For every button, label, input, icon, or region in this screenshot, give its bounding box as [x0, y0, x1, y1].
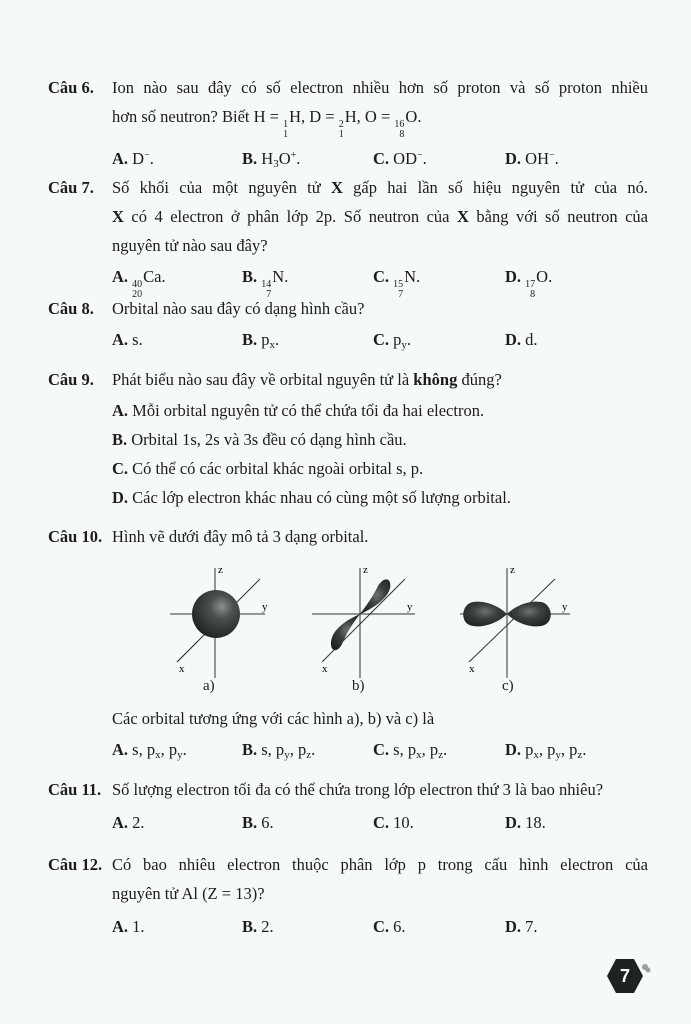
s-orbital-diagram [165, 560, 275, 685]
question-label: Câu 12. [48, 855, 103, 874]
answer-options [112, 912, 648, 941]
lower-lobe [331, 614, 360, 650]
option-c[interactable]: C. 15 7 N. [373, 267, 421, 300]
x-label: x [469, 663, 475, 675]
question-text: Ion nào sau đây có số electron nhiều hơn số proton và số proton nhiều [112, 78, 648, 97]
question-text: Số khối của một nguyên tử X gấp hai lần số hiệu nguyên tử của nó. [112, 178, 648, 197]
option-d[interactable]: D. d. [505, 330, 538, 349]
option-b[interactable]: B. Orbital 1s, 2s và 3s đều có dạng hình cầu. [112, 430, 407, 449]
orbital-figure-b [310, 560, 425, 694]
figure-caption-b: b) [352, 678, 365, 694]
figure-caption-a: a) [203, 678, 215, 694]
question-10-answers [48, 704, 648, 764]
question-6 [48, 73, 648, 173]
option-c[interactable]: C. 6. [373, 917, 406, 936]
p-orbital-diagonal-diagram [310, 560, 425, 685]
question-9 [48, 365, 648, 512]
option-a[interactable]: A. 40 20 Ca. [112, 267, 166, 300]
question-label: Câu 10. [48, 527, 103, 546]
option-a[interactable]: A. 2. [112, 813, 145, 832]
right-lobe [507, 602, 551, 627]
z-label: z [363, 564, 368, 576]
z-label: z [218, 564, 223, 576]
option-d[interactable]: D. 18. [505, 813, 546, 832]
left-lobe [463, 602, 507, 627]
p-orbital-horizontal-diagram [455, 560, 580, 685]
answer-options [112, 735, 648, 764]
question-text: nguyên tử nào sau đây? [112, 236, 268, 255]
question-text: Hình vẽ dưới đây mô tả 3 dạng orbital. [112, 527, 369, 546]
question-prompt: Các orbital tương ứng với các hình a), b) và c) là [112, 709, 435, 728]
option-a[interactable]: A. Mỗi orbital nguyên tử có thể chứa tối đa hai electron. [112, 401, 485, 420]
y-label: y [262, 601, 268, 613]
question-8 [48, 294, 648, 354]
orbital-figure-a [165, 560, 275, 694]
option-d[interactable]: D. 7. [505, 917, 538, 936]
figure-caption-c: c) [502, 678, 514, 694]
option-a[interactable]: A. s. [112, 330, 143, 349]
question-text: nguyên tử Al (Z = 13)? [112, 884, 265, 903]
option-d[interactable]: D. OH−. [505, 149, 559, 168]
option-d[interactable]: D. 17 8 O. [505, 267, 553, 300]
option-c[interactable]: C. Có thể có các orbital khác ngoài orbital s, p. [112, 459, 424, 478]
question-7 [48, 173, 649, 300]
answer-options [112, 262, 648, 300]
question-label: Câu 9. [48, 370, 94, 389]
orbital-figure-c [455, 560, 580, 694]
option-a[interactable]: A. s, $p_x$, $p_y$. [112, 740, 187, 761]
option-key: C. [373, 740, 390, 759]
option-b[interactable]: B. $p_x$. [242, 330, 280, 351]
question-label: Câu 8. [48, 299, 94, 318]
answer-options [112, 144, 648, 173]
option-b[interactable]: B. $H_3O^+$. [242, 149, 301, 170]
question-label: Câu 7. [48, 178, 94, 197]
x-label: x [179, 663, 185, 675]
option-d[interactable]: D. Các lớp electron khác nhau có cùng một số lượng orbital. [112, 488, 511, 507]
option-key: B. [242, 740, 258, 759]
sphere-lobe [192, 590, 240, 638]
question-text: X có 4 electron ở phân lớp 2p. Số neutron của X bằng với số neutron của [112, 207, 649, 226]
option-b[interactable]: B. 6. [242, 813, 274, 832]
option-c[interactable]: C. s, $p_x$, $p_z$. [373, 740, 448, 761]
option-c[interactable]: C. OD−. [373, 149, 427, 168]
option-key: A. [112, 740, 129, 759]
y-label: y [562, 601, 568, 613]
z-label: z [510, 564, 515, 576]
question-text: Orbital nào sau đây có dạng hình cầu? [112, 299, 365, 318]
page-number: 7 [619, 966, 630, 986]
question-text: hơn số neutron? Biết H = 1 1 H, D = 2 1 H, O = 16 8 O. [112, 107, 422, 140]
option-b[interactable]: B. 2. [242, 917, 274, 936]
page-number-badge [607, 958, 643, 994]
option-b[interactable]: B. s, $p_y$, $p_z$. [242, 740, 316, 761]
question-10 [48, 522, 648, 551]
question-text: Số lượng electron tối đa có thể chứa trong lớp electron thứ 3 là bao nhiêu? [112, 780, 604, 799]
option-a[interactable]: A. 1. [112, 917, 145, 936]
question-label: Câu 6. [48, 78, 94, 97]
option-c[interactable]: C. $p_y$. [373, 330, 412, 351]
x-label: x [322, 663, 328, 675]
option-b[interactable]: B. 14 7 N. [242, 267, 289, 300]
question-11 [48, 775, 648, 837]
option-d[interactable]: D. $p_x$, $p_y$, $p_z$. [505, 740, 587, 761]
option-a[interactable]: A. D−. [112, 149, 154, 168]
question-label: Câu 11. [48, 780, 102, 799]
answer-options [112, 808, 648, 837]
y-label: y [407, 601, 413, 613]
answer-options [112, 325, 648, 354]
question-12 [48, 850, 648, 941]
option-key: D. [505, 740, 522, 759]
question-text: Có bao nhiêu electron thuộc phân lớp p trong cấu hình electron của [112, 855, 648, 874]
option-c[interactable]: C. 10. [373, 813, 414, 832]
question-text: Phát biểu nào sau đây về orbital nguyên tử là không đúng? [112, 370, 502, 389]
